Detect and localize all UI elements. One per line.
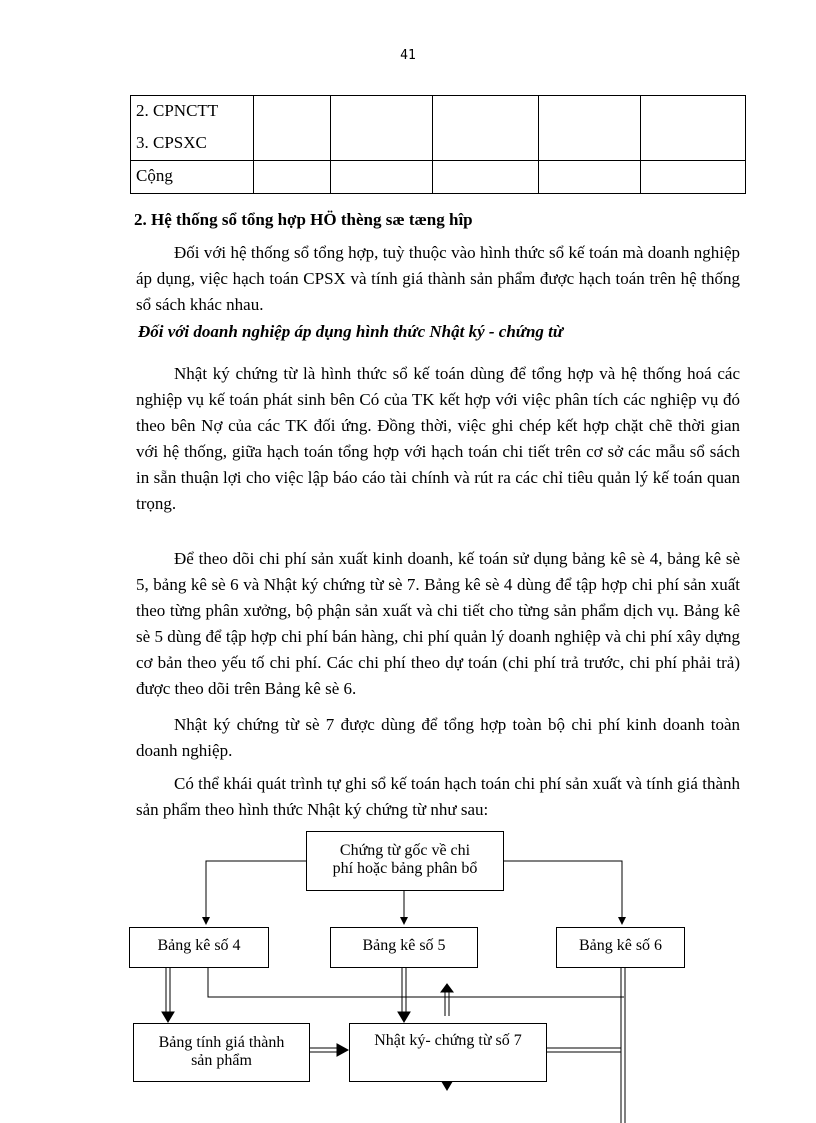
paragraph-text: Nhật ký chứng từ là hình thức sổ kế toán dùng để tổng hợp và hệ thống hoá các nghiệp vụ kế toán phát sinh bên Có của TK kết hợp với việc phân tích các nghiệp vụ đó theo bên Nợ của các TK đối ứng. Đồng thời, việc ghi chép kết hợp chặt chẽ thời gian với hệ thống, giữa hạch toán tổng hợp với hạch toán chi tiết trên cơ sở các mẫu sổ sách in sẵn thuận lợi cho việc lập báo cáo tài chính và rút ra các chỉ tiêu quản lý kế toán quan trọng. (136, 364, 740, 513)
paragraph-text: Để theo dõi chi phí sản xuất kinh doanh, kế toán sử dụng bảng kê sè 4, bảng kê sè 5, bảng kê sè 6 và Nhật ký chứng từ sè 7. Bảng kê sè 4 dùng để tập hợp chi phí sản xuất theo từng phân xưởng, bộ phận sản xuất và chi tiết cho từng sản phẩm dịch vụ. Bảng kê sè 5 dùng để tập hợp chi phí bán hàng, chi phí quản lý doanh nghiệp và chi phí xây dựng cơ bản theo yếu tố chi phí. Các chi phí theo dự toán (chi phí trả trước, chi phí phải trả) được theo dõi trên Bảng kê sè 6. (136, 549, 740, 698)
subheading: Đối với doanh nghiệp áp dụng hình thức Nhật ký - chứng từ (138, 322, 564, 341)
paragraph-text: Đối với hệ thống sổ tổng hợp, tuỳ thuộc vào hình thức sổ kế toán mà doanh nghiệp áp dụng, việc hạch toán CPSX và tính giá thành sản phẩm được hạch toán trên hệ thống sổ sách khác nhau. (136, 243, 740, 314)
connector-bk4-line (208, 967, 624, 997)
section-heading: 2. Hệ thống sổ tổng hợp HÖ thèng sæ tæng hîp (134, 210, 473, 229)
row-label-cpsxc: 3. CPSXC (136, 133, 207, 152)
source-line-1: Chứng từ gốc về chi (339, 842, 471, 859)
gia-thanh-line-1: Bảng tính giá thành (158, 1034, 285, 1051)
bang-ke-6-label: Bảng kê số 6 (578, 937, 663, 954)
paragraph-text: Nhật ký chứng từ sè 7 được dùng để tổng hợp toàn bộ chi phí kinh doanh toàn doanh nghiệp. (136, 715, 740, 760)
connector-source-bk6 (503, 861, 622, 924)
row-label-total: Cộng (136, 166, 173, 185)
nhat-ky-chung-tu-7-box (349, 1023, 547, 1082)
bang-ke-5-label: Bảng kê số 5 (362, 937, 446, 954)
bang-ke-4-label: Bảng kê số 4 (157, 937, 241, 954)
source-documents-box (306, 831, 504, 891)
bang-ke-5-box (330, 927, 478, 968)
source-line-2: phí hoặc bảng phân bổ (332, 860, 478, 877)
bang-ke-4-box (129, 927, 269, 968)
row-label-cpnctt: 2. CPNCTT (136, 101, 219, 120)
page-number: 41 (400, 48, 416, 63)
bang-ke-6-box (556, 927, 685, 968)
gia-thanh-line-2: sản phẩm (191, 1052, 252, 1069)
gia-thanh-box (133, 1023, 310, 1082)
connector-source-bk4 (206, 861, 306, 924)
nhat-ky-chung-tu-7-label: Nhật ký- chứng từ số 7 (374, 1032, 522, 1049)
paragraph-text: Có thể khái quát trình tự ghi sổ kế toán hạch toán chi phí sản xuất và tính giá thành sản phẩm theo hình thức Nhật ký chứng từ như sau: (136, 774, 740, 819)
